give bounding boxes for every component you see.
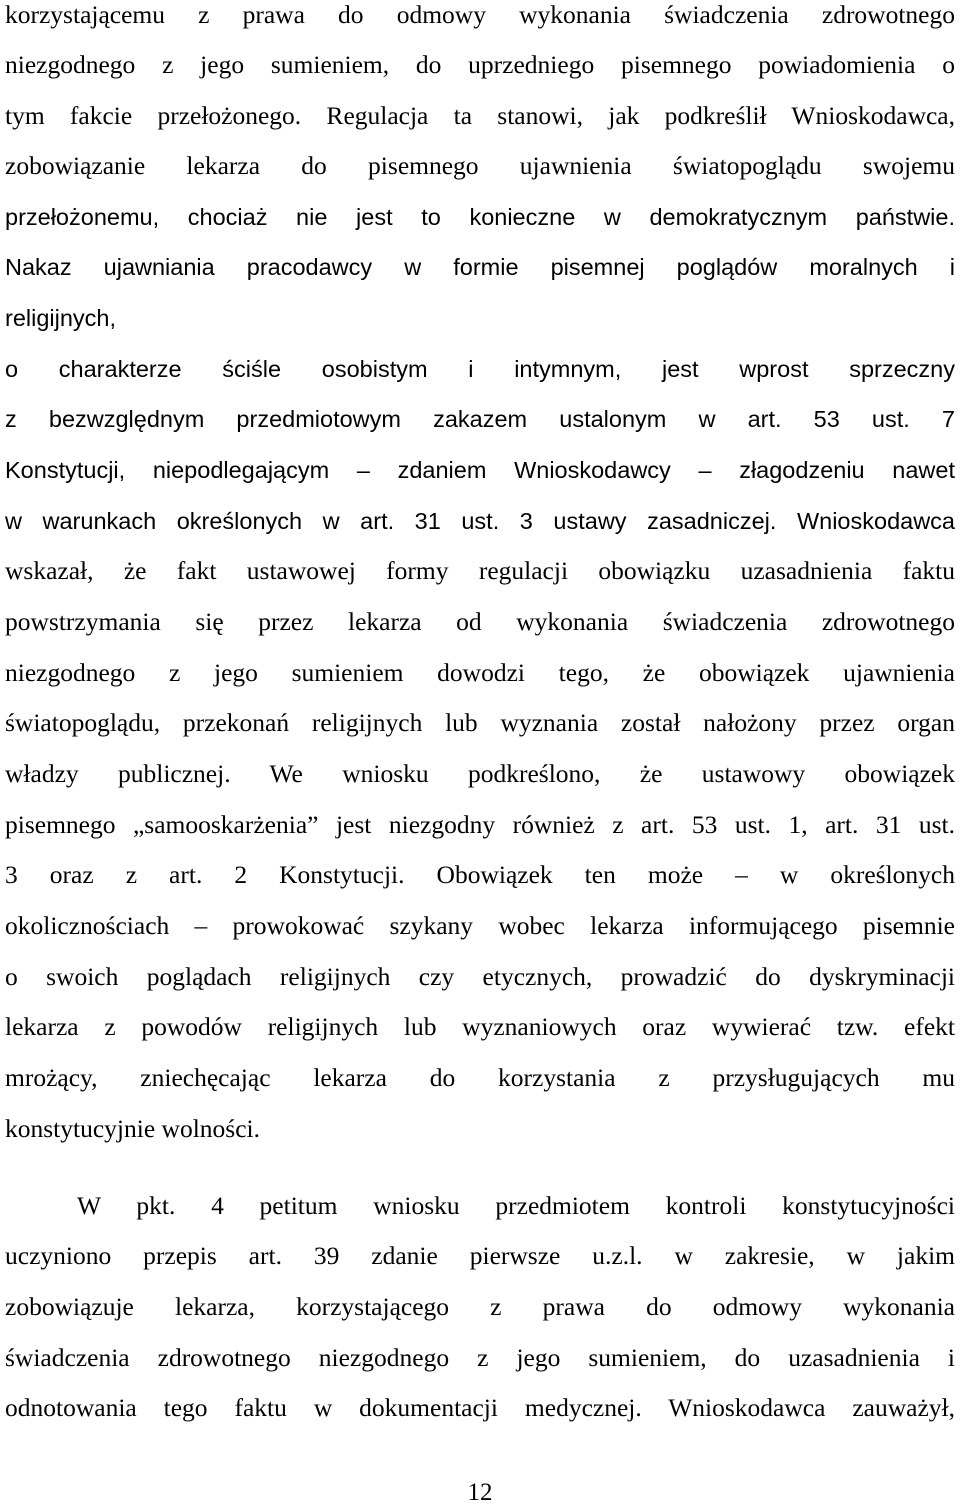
text-line: światopoglądu, przekonań religijnych lub wyznania został nałożony przez organ xyxy=(5,708,955,737)
text-line: powstrzymania się przez lekarza od wykonania świadczenia zdrowotnego xyxy=(5,607,955,636)
text-line: 3 oraz z art. 2 Konstytucji. Obowiązek ten może – w określonych xyxy=(5,860,955,889)
text-line: konstytucyjnie wolności. xyxy=(5,1114,260,1143)
text-line: Konstytucji, niepodlegającym – zdaniem Wnioskodawcy – złagodzeniu nawet xyxy=(5,457,955,483)
text-line: z bezwzględnym przedmiotowym zakazem ustalonym w art. 53 ust. 7 xyxy=(5,406,955,432)
text-line: w warunkach określonych w art. 31 ust. 3 ustawy zasadniczej. Wnioskodawca xyxy=(5,508,955,534)
document-page xyxy=(5,0,955,1505)
paragraph-first-line: W pkt. 4 petitum wniosku przedmiotem kontroli konstytucyjności xyxy=(77,1191,955,1220)
text-line: pisemnego „samooskarżenia” jest niezgodny również z art. 53 ust. 1, art. 31 ust. xyxy=(5,810,955,839)
text-line: świadczenia zdrowotnego niezgodnego z jego sumieniem, do uzasadnienia i xyxy=(5,1343,955,1372)
text-line: przełożonemu, chociaż nie jest to konieczne w demokratycznym państwie. xyxy=(5,204,955,230)
text-line: okolicznościach – prowokować szykany wobec lekarza informującego pisemnie xyxy=(5,911,955,940)
text-line: odnotowania tego faktu w dokumentacji medycznej. Wnioskodawca zauważył, xyxy=(5,1393,955,1422)
text-line: korzystającemu z prawa do odmowy wykonania świadczenia zdrowotnego xyxy=(5,0,955,29)
text-line: o charakterze ściśle osobistym i intymnym, jest wprost sprzeczny xyxy=(5,356,955,382)
text-line: lekarza z powodów religijnych lub wyznaniowych oraz wywierać tzw. efekt xyxy=(5,1012,955,1041)
text-line: władzy publicznej. We wniosku podkreślono, że ustawowy obowiązek xyxy=(5,759,955,788)
text-line: o swoich poglądach religijnych czy etycznych, prowadzić do dyskryminacji xyxy=(5,962,955,991)
text-line: niezgodnego z jego sumieniem, do uprzedniego pisemnego powiadomienia o xyxy=(5,50,955,79)
text-line: tym fakcie przełożonego. Regulacja ta stanowi, jak podkreślił Wnioskodawca, xyxy=(5,101,955,130)
text-line: zobowiązuje lekarza, korzystającego z prawa do odmowy wykonania xyxy=(5,1292,955,1321)
text-line: wskazał, że fakt ustawowej formy regulacji obowiązku uzasadnienia faktu xyxy=(5,556,955,585)
text-line: uczyniono przepis art. 39 zdanie pierwsze u.z.l. w zakresie, w jakim xyxy=(5,1241,955,1270)
page-number: 12 xyxy=(467,1479,493,1506)
text-line: Nakaz ujawniania pracodawcy w formie pisemnej poglądów moralnych i xyxy=(5,254,955,280)
text-line: mrożący, zniechęcając lekarza do korzystania z przysługujących mu xyxy=(5,1063,955,1092)
text-line: religijnych, xyxy=(5,305,117,331)
text-line: niezgodnego z jego sumieniem dowodzi tego, że obowiązek ujawnienia xyxy=(5,658,955,687)
text-line: zobowiązanie lekarza do pisemnego ujawnienia światopoglądu swojemu xyxy=(5,151,955,180)
